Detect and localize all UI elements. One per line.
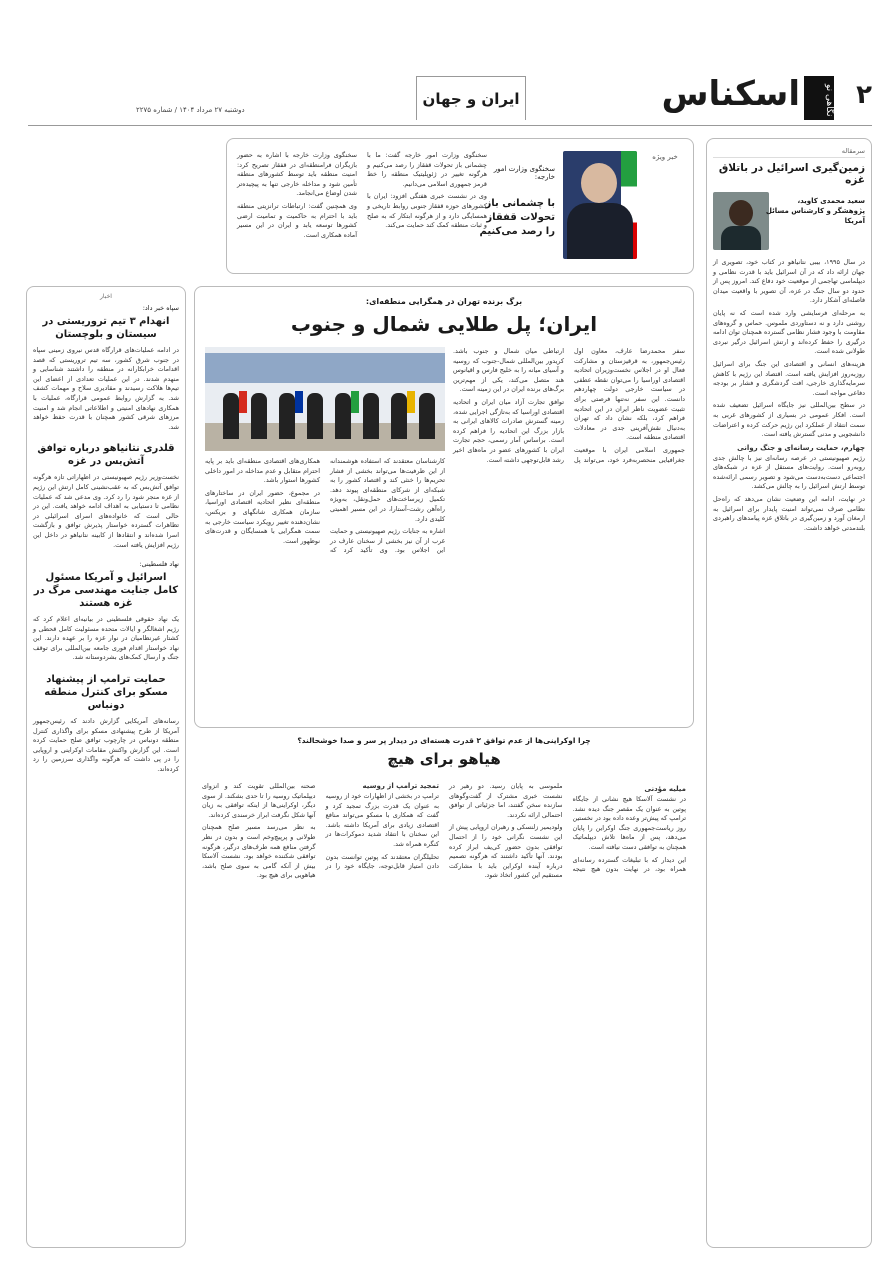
editorial-subhead: چهارم، حمایت رسانه‌ای و جنگ روانی (737, 443, 865, 452)
paragraph: در سطح بین‌المللی نیز جایگاه اسرائیل تضعیف شده است. افکار عمومی در بسیاری از کشورهای غربی به سمت انتقاد از عملکرد این رژیم حرکت کرده و اعتراضات دانشجویی و مدنی گسترش یافته است. (713, 401, 865, 439)
photo-flag (407, 391, 415, 413)
paragraph: ترامپ در بخشی از اظهارات خود از روسیه به عنوان یک قدرت بزرگ تمجید کرد و گفت که همکاری با مسکو می‌تواند منافع اقتصادی زیادی برای آمریکا داشته باشد. این سخنان با انتقاد شدید دموکرات‌ها در کنگره همراه شد. (325, 792, 439, 848)
author-box (713, 192, 865, 252)
news-kicker: نهاد فلسطینی: (139, 560, 179, 569)
photo-person (251, 393, 267, 439)
spokesman-photo (563, 151, 637, 259)
paragraph: وی در نشست خبری هفتگی افزود: ایران با کشورهای حوزه قفقاز جنوبی روابط تاریخی و همسایگی دارد و از هرگونه ابتکار که به صلح و ثبات منطقه کمک کند حمایت می‌کند. (367, 192, 487, 230)
news-title: قلدری نتانیاهو درباره توافق آتش‌بس در غزه (37, 443, 175, 468)
section-title: ایران و جهان (416, 76, 526, 120)
feature-body-right (453, 347, 685, 719)
news-title: اسرائیل و آمریکا مسئول کامل جنایت مهندسی مرگ در غزه هستند (33, 572, 179, 610)
author-name: سعید محمدی کاوید، پژوهشگر و کارشناس مسائل آمریکا (765, 197, 865, 225)
paragraph: به مرحله‌ای فرسایشی وارد شده است که نه پایان روشنی دارد و نه دستاوردی ملموس. حماس و گروه‌های مقاومت با وجود فشار نظامی گسترده همچنان توان ادامه درگیری را حفظ کرده‌اند و ارتش اسرائیل درگیر نبردی طولانی شده است. (713, 308, 865, 356)
feature-article (194, 286, 694, 728)
paragraph: در نهایت، ادامه این وضعیت نشان می‌دهد که راه‌حل نظامی صرف نمی‌تواند امنیت پایدار برای اسرائیل به ارمغان آورد و زمین‌گیری در باتلاق غزه پیامدهای راهبردی بلندمدتی خواهد داشت. (713, 495, 865, 532)
photo-person (335, 393, 351, 439)
figure-suit (567, 203, 633, 259)
news-column (26, 286, 186, 1248)
paragraph: جمهوری اسلامی ایران با موقعیت جغرافیایی منحصربه‌فرد خود، می‌تواند پل ارتباطی میان شمال و جنوب باشد. کریدور بین‌المللی شمال‑جنوب که روسیه و آسیای میانه را به خلیج فارس و اقیانوس هند متصل می‌کند، یکی از مهم‌ترین برگ‌های برنده ایران در این زمینه است. (453, 347, 685, 464)
photo-person (363, 393, 379, 439)
photo-stage (205, 423, 445, 451)
paragraph: ولودیمیر زلنسکی و رهبران اروپایی پیش از این نشست نگرانی خود را از احتمال توافقی بدون حضور کی‌یف ابراز کرده بودند. آنها تأکید داشتند که هرگونه تصمیم درباره آینده اوکراین باید با مشارکت مستقیم این کشور اتخاذ شود. (449, 823, 563, 880)
newspaper-logo: اسکناس (661, 74, 800, 114)
lower-title: هیاهو برای هیچ (387, 750, 501, 768)
news-title: حمایت ترامپ از پیشنهاد مسکو برای کنترل منطقه دونباس (44, 674, 168, 712)
interview-headline: با چشمانی باز تحولات قفقاز را رصد می‌کنیم (479, 198, 555, 237)
paragraph: در سال ۱۹۹۵، بیبی نتانیاهو در کتاب خود، تصویری از جهان ارائه داد که در آن اسرائیل باید با قدرت نظامی و دیپلماسی تهاجمی از موقعیت خود دفاع کند. امروز پس از حدود دو سال جنگ در غزه، آن تصویر با واقعیت میدان فاصله‌ای آشکار دارد. (713, 258, 865, 305)
editorial-kicker: سرمقاله (713, 147, 865, 158)
feature-kicker: برگ برنده تهران در همگرایی منطقه‌ای: (365, 297, 523, 306)
feature-title: ایران؛ پل طلایی شمال و جنوب (290, 312, 598, 336)
paragraph: سفر محمدرضا عارف، معاون اول رئیس‌جمهور، به قرقیزستان و مشارکت فعال او در اجلاس نخست‌وزیران اتحادیه اقتصادی اوراسیا را می‌توان نقطه عطفی در سیاست خارجی دولت چهاردهم دانست. این سفر نه‌تنها فرصتی برای تثبیت عضویت ناظر ایران در این اتحادیه فراهم کرد، بلکه نشان داد که تهران به‌دنبال نقش‌آفرینی جدی در معادلات اقتصادی منطقه است. (574, 347, 685, 442)
editorial-column (706, 138, 872, 1248)
photo-person (279, 393, 295, 439)
paragraph: در نشست آلاسکا هیچ نشانی از جایگاه پوتین به عنوان یک مقصر جنگ دیده نشد. ترامپ که پیش‌تر وعده داده بود در نخستین روز ریاست‌جمهوری جنگ اوکراین را پایان می‌دهد، پس از ماه‌ها تلاش دیپلماتیک همچنان به توافقی دست نیافته است. (572, 795, 686, 851)
interview-byline: سخنگوی وزارت امور خارجه: (493, 165, 555, 181)
paragraph: کارشناسان معتقدند که استفاده هوشمندانه از این ظرفیت‌ها می‌تواند بخشی از فشار تحریم‌ها را خنثی کند و اقتصاد کشور را به شبکه‌ای از شرکای منطقه‌ای پیوند دهد. تکمیل زیرساخت‌های حمل‌ونقل، به‌ویژه راه‌آهن رشت‑آستارا، در این مسیر اهمیتی کلیدی دارد. (330, 457, 445, 523)
masthead (28, 74, 872, 126)
photo-person (307, 393, 323, 439)
paragraph: تحلیلگران معتقدند که پوتین توانست بدون دادن امتیاز قابل‌توجه، جایگاه خود را در صحنه بین‌المللی تقویت کند و انزوای دیپلماتیک روسیه را تا حدی بشکند. از سوی دیگر، اوکراینی‌ها از اینکه توافقی به زیان آنها شکل نگرفت ابراز خرسندی کرده‌اند. (202, 782, 439, 871)
photo-person (391, 393, 407, 439)
news-body: نخست‌وزیر رژیم صهیونیستی در اظهاراتی تازه هرگونه توافق آتش‌بس که به عقب‌نشینی کامل ارتش این رژیم از غزه منجر شود را رد کرد. وی مدعی شد که عملیات نظامی تا دستیابی به اهداف ادامه خواهد یافت. این در حالی است که خانواده‌های اسرای اسرائیلی در تظاهرات گسترده خواستار پذیرش توافق و بازگشت اسرا شده‌اند و انتقادها از کابینه نتانیاهو در داخل این رژیم افزایش یافته است. (33, 473, 179, 549)
photo-person (223, 393, 239, 439)
author-photo (713, 192, 769, 250)
figure-face (581, 163, 617, 203)
paragraph: به نظر می‌رسد مسیر صلح همچنان طولانی و پرپیچ‌وخم است و بدون در نظر گرفتن منافع همه طرف‌های درگیر، هرگونه توافقی شکننده خواهد بود. نشست آلاسکا بیش از آنکه گامی به سوی صلح باشد، هیاهویی برای هیچ بود. (202, 823, 316, 880)
editorial-title: زمین‌گیری اسرائیل در باتلاق غزه (718, 162, 865, 186)
interview-box (226, 138, 694, 274)
logo-tagline: نگاهی نو (804, 76, 834, 120)
paragraph: سخنگوی وزارت امور خارجه گفت: ما با چشمانی باز تحولات قفقاز را رصد می‌کنیم و هرگونه تغییر در ژئوپلیتیک منطقه را خط قرمز جمهوری اسلامی می‌دانیم. (367, 151, 487, 188)
lower-article (194, 736, 694, 1248)
lower-kicker: چرا اوکراینی‌ها از عدم توافق ۲ قدرت هسته‌ای در دیدار پر سر و صدا خوشحالند؟ (297, 736, 591, 745)
paragraph: هزینه‌های انسانی و اقتصادی این جنگ برای اسرائیل روزبه‌روز افزایش یافته است. اقتصاد این رژیم با کاهش سرمایه‌گذاری خارجی، افت گردشگری و فشار بر بودجه دفاعی مواجه است. (713, 359, 865, 397)
interview-tag: خبر ویژه (652, 153, 678, 161)
news-body: در ادامه عملیات‌های قرارگاه قدس نیروی زمینی سپاه در جنوب شرق کشور، سه تیم تروریستی که قصد اقدامات خرابکارانه در منطقه را داشتند شناسایی و منهدم شدند. در این عملیات تعدادی از اعضای این تیم‌ها هلاکت رسیدند و مقادیری سلاح و مهمات کشف شد. به گزارش روابط عمومی قرارگاه، عملیات با همکاری نهادهای امنیتی و اطلاعاتی انجام شد و امنیت مرزهای شرقی کشور همچنان با قدرت حفظ خواهد شد. (33, 346, 179, 431)
lower-body (202, 782, 686, 1242)
news-kicker: سپاه خبر داد: (142, 304, 179, 312)
news-body: رسانه‌های آمریکایی گزارش دادند که رئیس‌جمهور آمریکا از طرح پیشنهادی مسکو برای واگذاری کنترل منطقه دونباس در چارچوب توافق صلح حمایت کرده است. این گزارش واکنش مقامات اوکراینی و اروپایی را در پی داشت که هرگونه واگذاری سرزمین را رد کرده‌اند. (33, 717, 179, 774)
news-body: یک نهاد حقوقی فلسطینی در بیانیه‌ای اعلام کرد که رژیم اشغالگر و ایالات متحده مسئولیت کامل قحطی و کشتار غیرنظامیان در نوار غزه را بر عهده دارند. این نهاد خواستار اقدام فوری جامعه بین‌المللی برای توقف جنگ و ارسال کمک‌های بشردوستانه شد. (33, 615, 179, 662)
paragraph: سخنگوی وزارت خارجه با اشاره به حضور بازیگران فرامنطقه‌ای در قفقاز تصریح کرد: امنیت منطقه باید توسط کشورهای منطقه تأمین شود و مداخله خارجی تنها به پیچیده‌تر شدن اوضاع می‌انجامد. (237, 151, 357, 198)
paragraph: در مجموع، حضور ایران در ساختارهای منطقه‌ای نظیر اتحادیه اقتصادی اوراسیا، سازمان همکاری شانگهای و بریکس، نشان‌دهنده تغییر رویکرد سیاست خارجی به سمت همگرایی با همسایگان و قدرت‌های نوظهور است. (205, 488, 320, 545)
photo-flag (239, 391, 247, 413)
paragraph: رژیم صهیونیستی در عرصه رسانه‌ای نیز با چالش جدی روبه‌رو است. روایت‌های مستقل از غزه در شبکه‌های اجتماعی دست‌به‌دست می‌شود و تصویر رسمی ارائه‌شده توسط ارتش اسرائیل را به چالش می‌کشد. (713, 453, 865, 491)
paragraph: این دیدار که با تبلیغات گسترده رسانه‌ای همراه بود، در نهایت بدون هیچ نتیجه ملموسی به پایان رسید. دو رهبر در نشست خبری مشترک از گفت‌وگوهای سازنده سخن گفتند، اما جزئیاتی از توافق احتمالی ارائه نکردند. (449, 782, 686, 874)
feature-columns (205, 347, 685, 719)
photo-flag (351, 391, 359, 413)
summit-photo (205, 347, 445, 451)
paragraph: توافق تجارت آزاد میان ایران و اتحادیه اقتصادی اوراسیا که به‌تازگی اجرایی شده، زمینه گسترش صادرات کالاهای ایرانی به بازار بزرگ این اتحادیه را فراهم کرده است. براساس آمار رسمی، حجم تجارت ایران با کشورهای عضو در ماه‌های اخیر رشد قابل‌توجهی داشته است. (453, 397, 564, 464)
lower-subhead: تمجید ترامپ از روسیه (362, 782, 439, 790)
paragraph: وی همچنین گفت: ارتباطات ترانزیتی منطقه باید با احترام به حاکمیت و تمامیت ارضی کشورها توسعه یابد و ایران در این مسیر آماده همکاری است. (237, 201, 357, 239)
editorial-body (713, 258, 865, 533)
photo-person (419, 393, 435, 439)
paragraph: اشاره به جنایات رژیم صهیونیستی و حمایت غرب از آن نیز بخشی از سخنان عارف در این اجلاس بود. وی تأکید کرد که همکاری‌های اقتصادی منطقه‌ای باید بر پایه احترام متقابل و عدم مداخله در امور داخلی کشورها استوار باشد. (205, 457, 445, 555)
page-number: ۲ (856, 80, 872, 110)
dateline: دوشنبه ۲۷ مرداد ۱۴۰۴ / شماره ۲۲۷۵ (136, 106, 245, 114)
news-section-tag: اخبار (100, 293, 112, 300)
feature-body-left (205, 457, 445, 719)
photo-flag (295, 391, 303, 413)
news-title: انهدام ۳ تیم تروریستی در سیستان و بلوچستان (42, 316, 170, 340)
photo-banner (205, 353, 445, 383)
interview-body (237, 151, 487, 267)
lower-subhead: میلیه مؤدنی (644, 785, 686, 793)
